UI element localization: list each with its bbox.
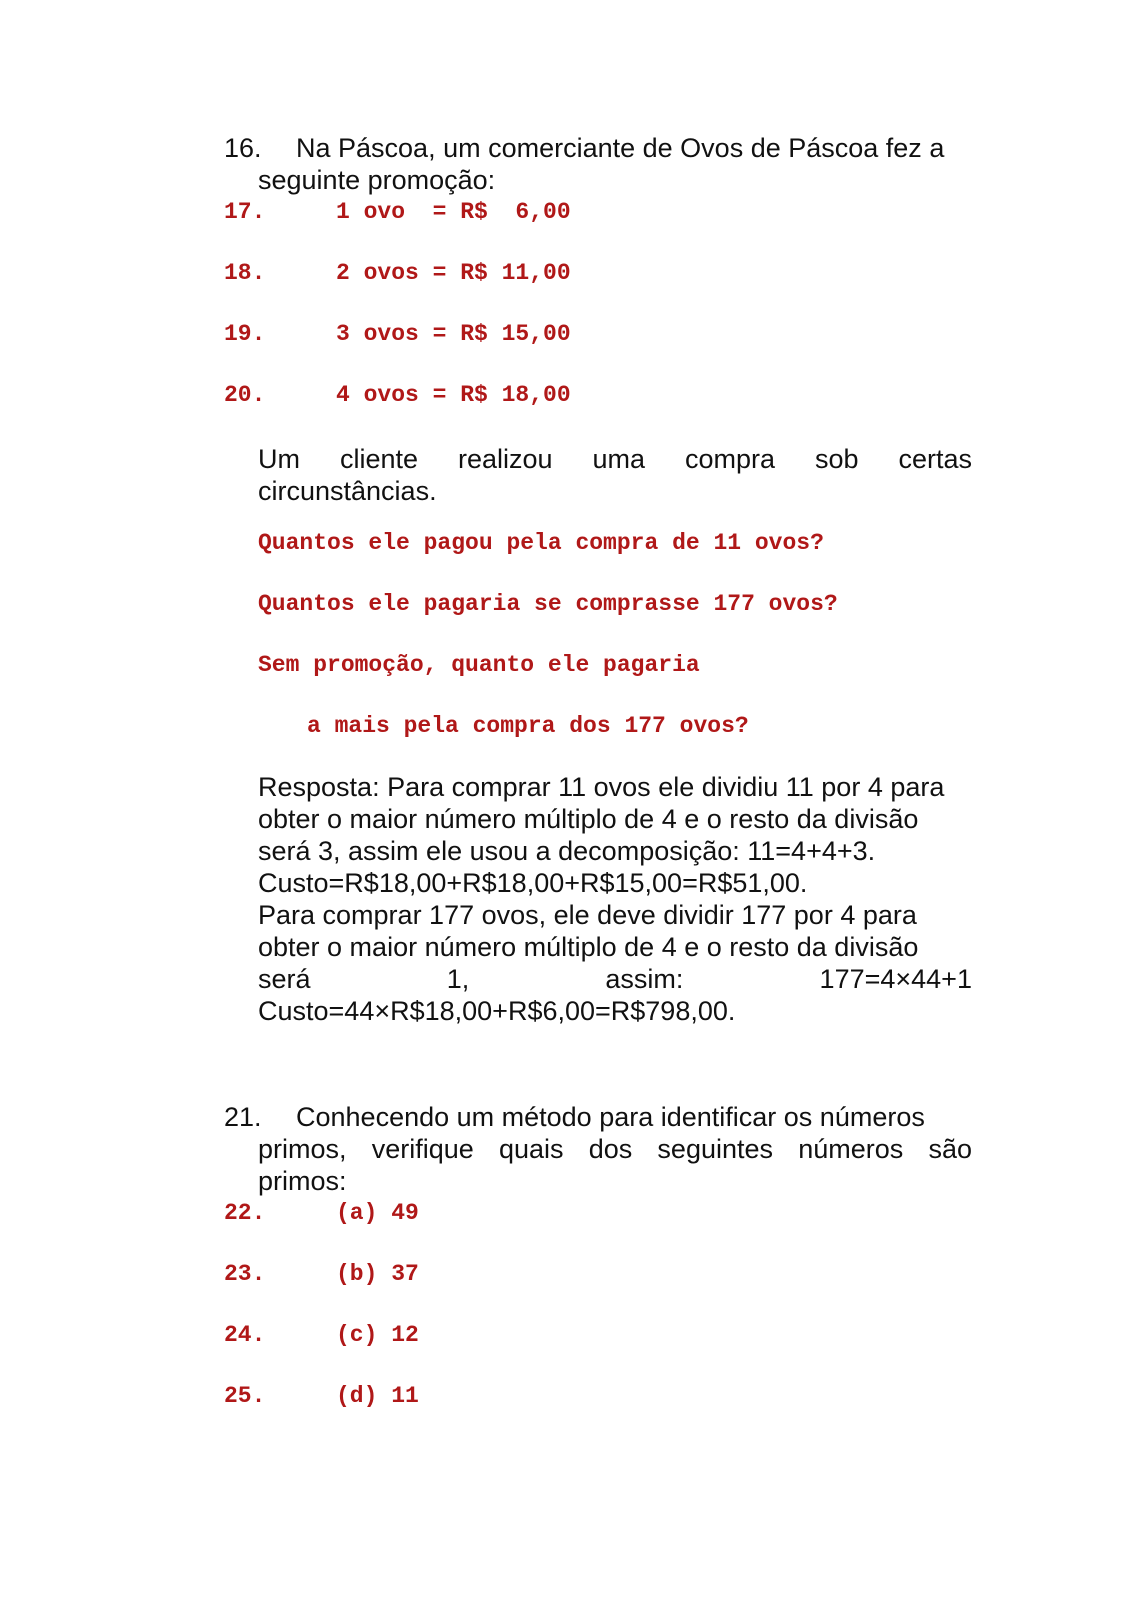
question-16-number: 16. [224,133,262,163]
word: seguintes [657,1134,774,1164]
word: primos, [258,1134,347,1164]
question-without-promo-line1: Sem promoção, quanto ele pagaria [258,652,700,678]
answer-line-text: será 3, assim ele usou a decomposição: 11=4+4+3. [258,836,876,866]
option-number: 25. [224,1383,266,1409]
word: Um [258,444,300,474]
question-21-number: 21. [224,1102,262,1132]
question-16-text-line1: Na Páscoa, um comerciante de Ovos de Páscoa fez a [296,133,945,163]
option-number: 23. [224,1261,266,1287]
word: compra [684,444,775,474]
word: certas [898,444,972,474]
option-number: 22. [224,1200,266,1226]
answer-line [258,899,972,931]
promo-row-number: 19. [224,321,266,347]
question-without-promo-line2: a mais pela compra dos 177 ovos? [307,713,749,739]
answer-line: Custo=44×R$18,00+R$6,00=R$798,00. [258,996,736,1026]
promo-row-text: 4 ovos = R$ 18,00 [336,382,571,408]
question-16 [224,132,944,164]
option-text: (a) 49 [336,1200,419,1226]
question-21-text-line1: Conhecendo um método para identificar os números [296,1102,925,1132]
answer-line-text: Resposta: Para comprar 11 ovos ele dividiu 11 por 4 para [258,772,945,802]
word: são [928,1134,972,1164]
question-177-eggs: Quantos ele pagaria se comprasse 177 ovos? [258,591,838,617]
promo-row [224,318,571,350]
answer-line [258,963,972,995]
option-text: (b) 37 [336,1261,419,1287]
client-paragraph [258,443,972,507]
word: realizou [457,444,553,474]
question-16-text-line2: seguinte promoção: [258,165,496,195]
word: dos [588,1134,633,1164]
promo-row-text: 1 ovo = R$ 6,00 [336,199,571,225]
promo-row-number: 18. [224,260,266,286]
promo-row [224,379,571,411]
promo-row-number: 20. [224,382,266,408]
word: assim: [605,964,684,994]
word: sob [814,444,859,474]
option-row [224,1197,419,1229]
word: 177=4×44+1 [819,964,972,994]
question-eleven-eggs: Quantos ele pagou pela compra de 11 ovos? [258,530,824,556]
answer-line-text: obter o maior número múltiplo de 4 e o resto da divisão [258,932,919,962]
answer-line-text: Para comprar 177 ovos, ele deve dividir 177 por 4 para [258,900,917,930]
word: verifique [371,1134,474,1164]
question-21 [224,1101,925,1133]
promo-row-number: 17. [224,199,266,225]
answer-line: Custo=R$18,00+R$18,00+R$15,00=R$51,00. [258,868,808,898]
answer-line [258,835,972,867]
word: será [258,964,311,994]
promo-row [224,196,571,228]
option-text: (d) 11 [336,1383,419,1409]
option-row [224,1319,419,1351]
question-21-text-line2 [258,1133,972,1165]
answer-paragraph [258,771,972,1027]
client-line1 [258,443,972,475]
promo-row-text: 3 ovos = R$ 15,00 [336,321,571,347]
word: 1, [446,964,470,994]
question-21-text-line3: primos: [258,1166,347,1196]
answer-line [258,771,972,803]
option-row [224,1258,419,1290]
option-number: 24. [224,1322,266,1348]
answer-line [258,931,972,963]
promo-row-text: 2 ovos = R$ 11,00 [336,260,571,286]
option-text: (c) 12 [336,1322,419,1348]
word: números [798,1134,904,1164]
answer-line [258,803,972,835]
word: quais [498,1134,564,1164]
option-row [224,1380,419,1412]
word: cliente [339,444,418,474]
promo-row [224,257,571,289]
word: uma [592,444,645,474]
answer-line-text: obter o maior número múltiplo de 4 e o resto da divisão [258,804,919,834]
client-line2: circunstâncias. [258,476,437,506]
